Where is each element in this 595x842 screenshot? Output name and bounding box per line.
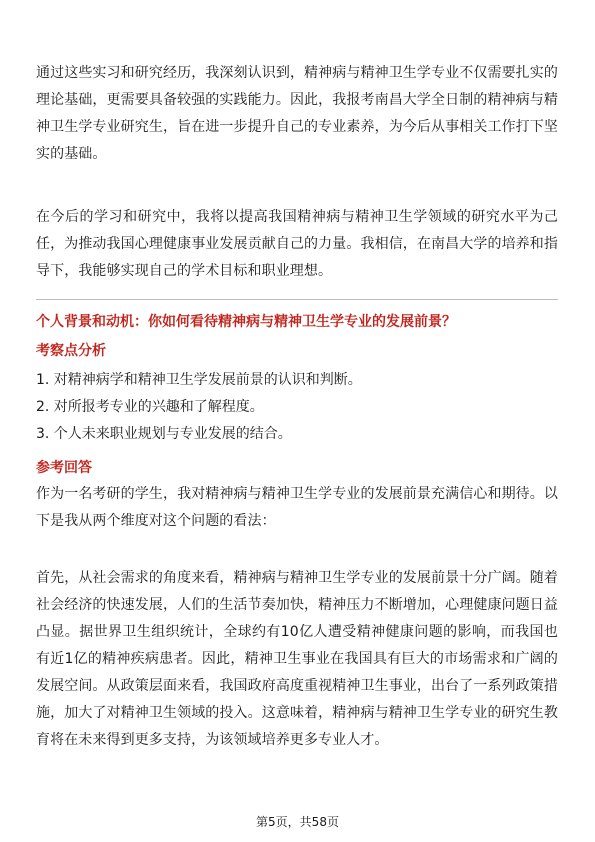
answer-body-paragraph: 首先，从社会需求的角度来看，精神病与精神卫生学专业的发展前景十分广阔。随着社会经济的快速发展，人们的生活节奏加快，精神压力不断增加，心理健康问题日益凸显。据世界卫生组织统计，全球约有10亿人遭受精神健康问题的影响，而我国也有近1亿的精神疾病患者。因此，精神卫生事业在我国具有巨大的市场需求和广阔的发展空间。从政策层面来看，我国政府高度重视精神卫生事业，出台了一系列政策措施，加大了对精神卫生领域的投入。这意味着，精神病与精神卫生学专业的研究生教育将在未来得到更多支持，为该领域培养更多专业人才。	[36, 570, 558, 748]
intro-paragraph: 通过这些实习和研究经历，我深刻认识到，精神病与精神卫生学专业不仅需要扎实的理论基础，更需要具备较强的实践能力。因此，我报考南昌大学全日制的精神病与精神卫生学专业研究生，旨在进一步提升自己的专业素养，为今后从事相关工作打下坚实的基础。	[36, 65, 558, 162]
question-title: 个人背景和动机：你如何看待精神病与精神卫生学专业的发展前景？	[36, 314, 456, 330]
answer-intro-paragraph: 作为一名考研的学生，我对精神病与精神卫生学专业的发展前景充满信心和期待。以下是我从两个维度对这个问题的看法：	[36, 486, 558, 529]
list-item: 3. 个人未来职业规划与专业发展的结合。	[36, 426, 292, 442]
analysis-label: 考察点分析	[36, 343, 106, 359]
list-item: 2. 对所报考专业的兴趣和了解程度。	[36, 399, 264, 415]
answer-label: 参考回答	[36, 460, 92, 476]
future-paragraph: 在今后的学习和研究中，我将以提高我国精神病与精神卫生学领域的研究水平为己任，为推动我国心理健康事业发展贡献自己的力量。我相信，在南昌大学的培养和指导下，我能够实现自己的学术目标和职业理想。	[36, 209, 558, 279]
section-divider	[36, 299, 558, 300]
list-item: 1. 对精神病学和精神卫生学发展前景的认识和判断。	[36, 372, 362, 388]
analysis-list	[36, 367, 558, 448]
page-number: 第5页，共58页	[256, 815, 339, 829]
